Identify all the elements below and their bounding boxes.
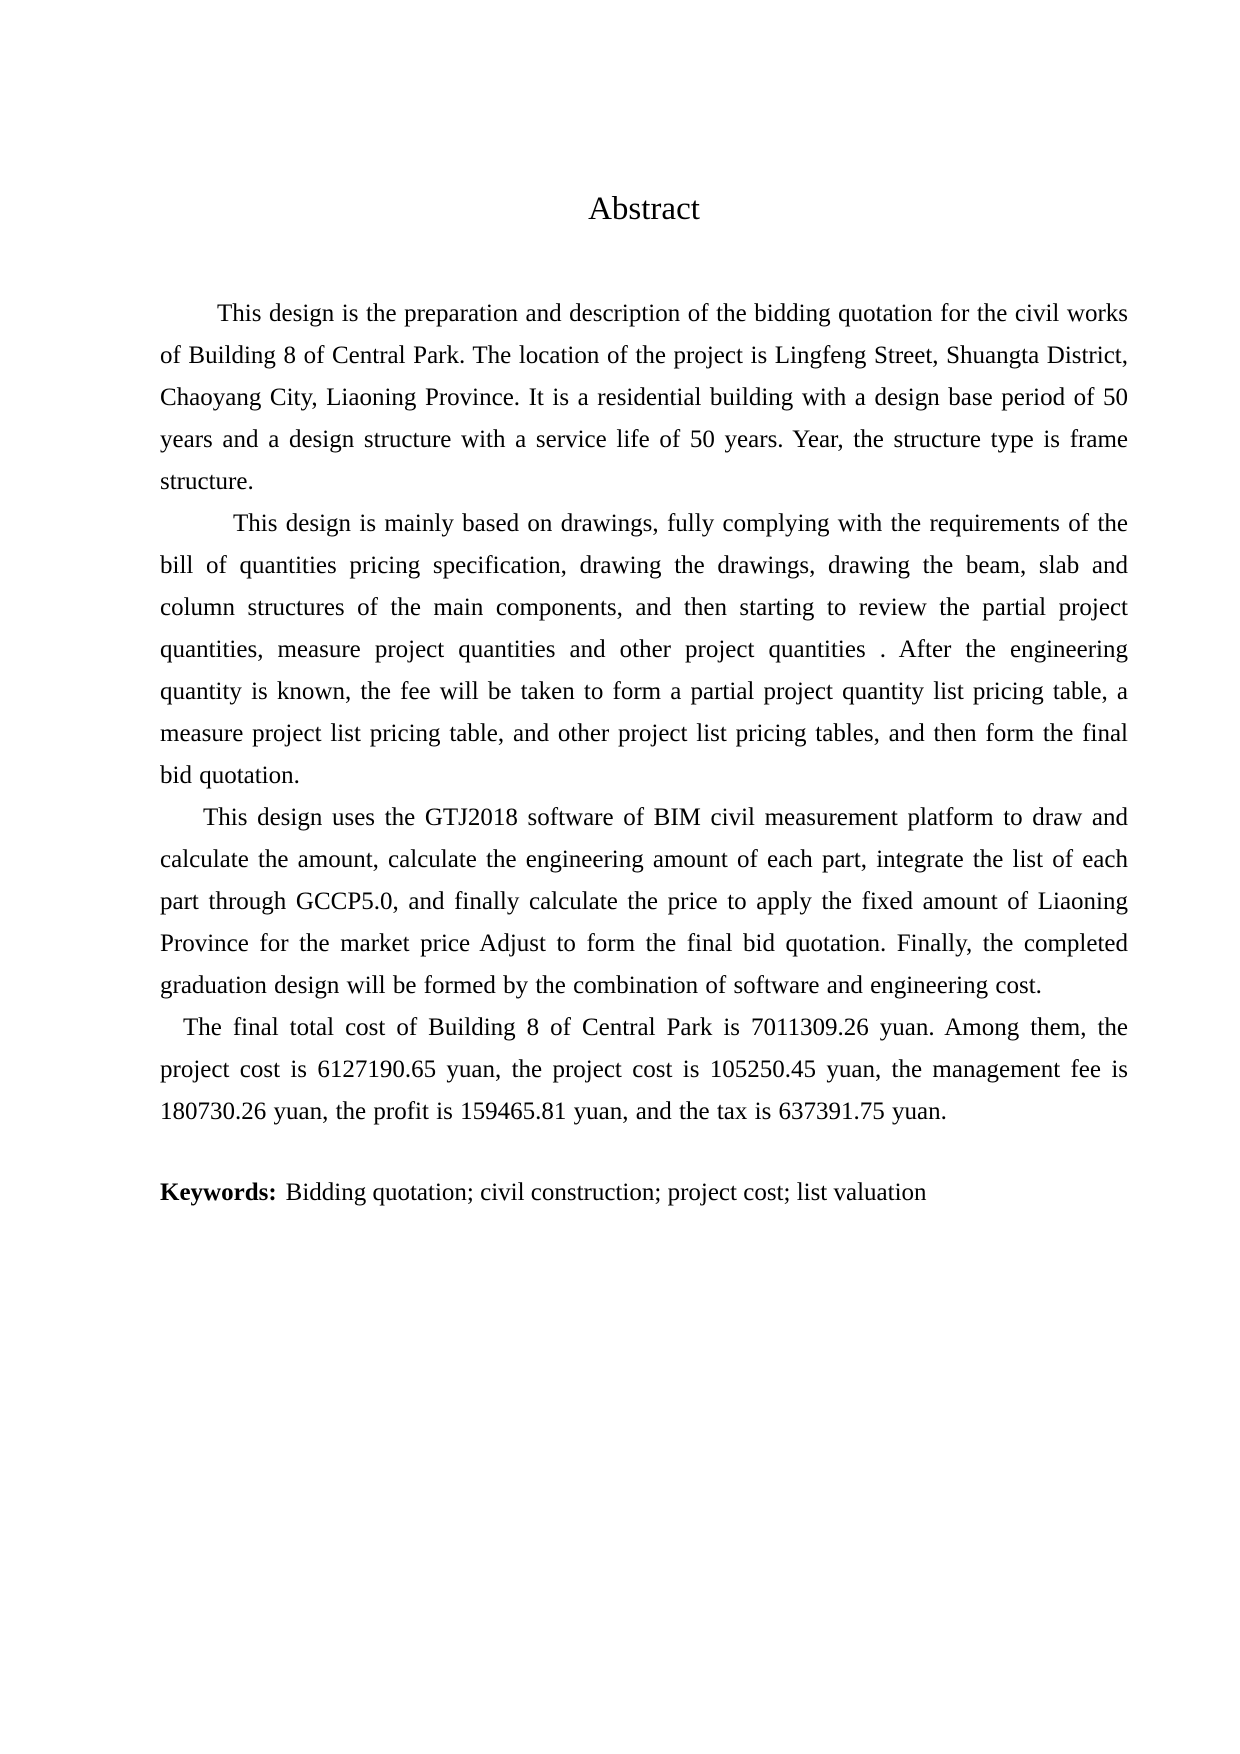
- abstract-paragraph-3: This design uses the GTJ2018 software of BIM civil measurement platform to draw and calculate the amount, calculate the engineering amount of each part, integrate the list of each part through GCCP5.0, and finally calculate the price to apply the fixed amount of Liaoning Province for the market price Adjust to form the final bid quotation. Finally, the completed graduation design will be formed by the combination of software and engineering cost.: [160, 804, 1128, 999]
- page-title: Abstract: [588, 191, 700, 227]
- keywords-line: [160, 1172, 1128, 1214]
- keywords-label: Keywords:: [160, 1179, 277, 1206]
- abstract-paragraph-1: This design is the preparation and description of the bidding quotation for the civil works of Building 8 of Central Park. The location of the project is Lingfeng Street, Shuangta District, Chaoyang City, Liaoning Province. It is a residential building with a design base period of 50 years and a design structure with a service life of 50 years. Year, the structure type is frame structure.: [160, 300, 1128, 495]
- abstract-paragraph-4: The final total cost of Building 8 of Central Park is 7011309.26 yuan. Among them, the project cost is 6127190.65 yuan, the project cost is 105250.45 yuan, the management fee is 180730.26 yuan, the profit is 159465.81 yuan, and the tax is 637391.75 yuan.: [160, 1014, 1128, 1125]
- keywords-text: Bidding quotation; civil construction; project cost; list valuation: [285, 1179, 927, 1206]
- abstract-section: [160, 186, 1128, 1214]
- abstract-paragraph-2: This design is mainly based on drawings, fully complying with the requirements of the bill of quantities pricing specification, drawing the drawings, drawing the beam, slab and column structures of the main components, and then starting to review the partial project quantities, measure project quantities and other project quantities . After the engineering quantity is known, the fee will be taken to form a partial project quantity list pricing table, a measure project list pricing table, and other project list pricing tables, and then form the final bid quotation.: [160, 510, 1128, 789]
